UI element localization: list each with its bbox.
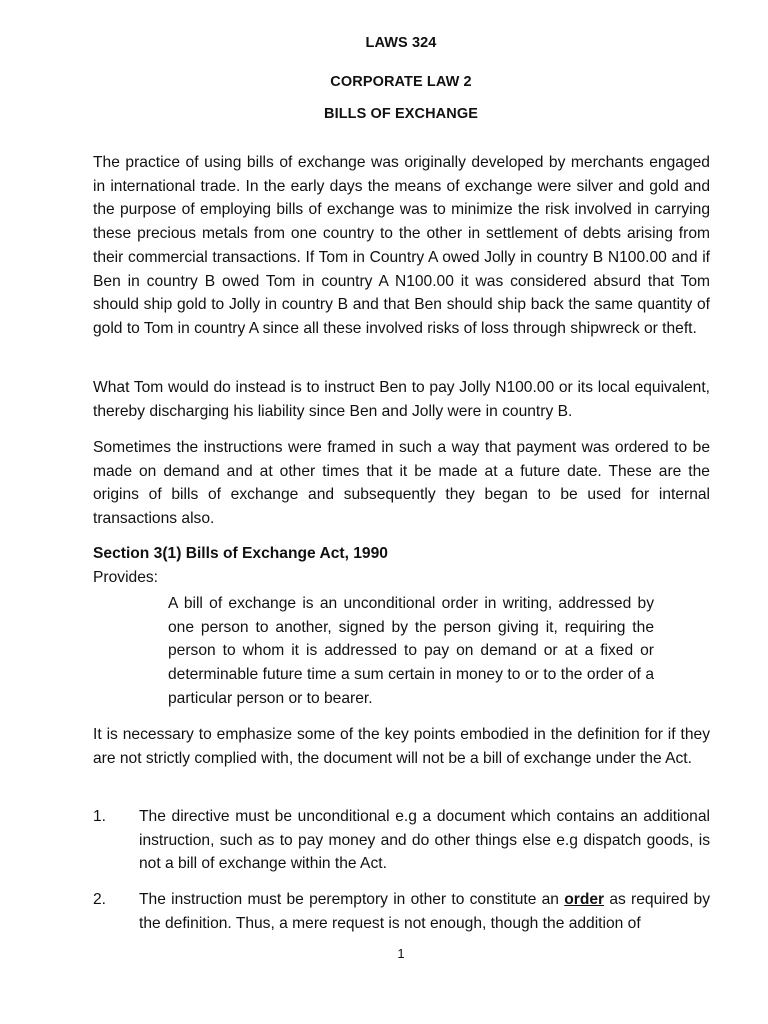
list-item-text <box>139 888 710 935</box>
list-item-number: 2. <box>93 891 107 908</box>
course-code: LAWS 324 <box>365 35 437 51</box>
page-number: 1 <box>397 946 405 961</box>
intro-paragraph: The practice of using bills of exchange was originally developed by merchants engaged in international trade. In the early days the means of exchange were silver and gold and the purpose of employing bills of exchange was to minimize the risk involved in carrying these precious metals from one country to the other in settlement of debts arising from their commercial transactions. If Tom in Country A owed Jolly in country B N100.00 and if Ben in country B owed Tom in country A N100.00 it was considered absurd that Tom should ship gold to Jolly in country B and that Ben should ship back the same quantity of gold to Tom in country A since all these involved risks of loss through shipwreck or theft. <box>93 154 710 337</box>
list-item-text-after: as required by the definition. Thus, a mere request is not enough, though the addition of <box>139 891 710 932</box>
list-item-text: The directive must be unconditional e.g a document which contains an additional instruction, such as to pay money and do other things else e.g dispatch goods, is not a bill of exchange within the Act. <box>139 808 710 873</box>
list-item-text-before: The instruction must be peremptory in other to constitute an <box>139 891 565 908</box>
provides-label: Provides: <box>93 569 159 586</box>
section-heading: Section 3(1) Bills of Exchange Act, 1990 <box>93 545 388 562</box>
topic-title: BILLS OF EXCHANGE <box>324 106 478 122</box>
course-title: CORPORATE LAW 2 <box>330 74 472 90</box>
definition-quote: A bill of exchange is an unconditional order in writing, addressed by one person to another, signed by the person giving it, requiring the person to whom it is addressed to pay on demand or at a fixed or determinable future time a sum certain in money to or to the order of a particular person or to bearer. <box>168 595 654 707</box>
emphasis-paragraph: It is necessary to emphasize some of the key points embodied in the definition for if they are not strictly complied with, the document will not be a bill of exchange under the Act. <box>93 726 710 767</box>
order-emphasis: order <box>564 891 605 908</box>
origins-paragraph: Sometimes the instructions were framed in such a way that payment was ordered to be made on demand and at other times that it be made at a future date. These are the origins of bills of exchange and subsequently they began to be used for internal transactions also. <box>93 439 710 528</box>
tom-instruction-paragraph: What Tom would do instead is to instruct Ben to pay Jolly N100.00 or its local equivalent, thereby discharging his liability since Ben and Jolly were in country B. <box>93 379 710 420</box>
list-item-number: 1. <box>93 808 107 825</box>
